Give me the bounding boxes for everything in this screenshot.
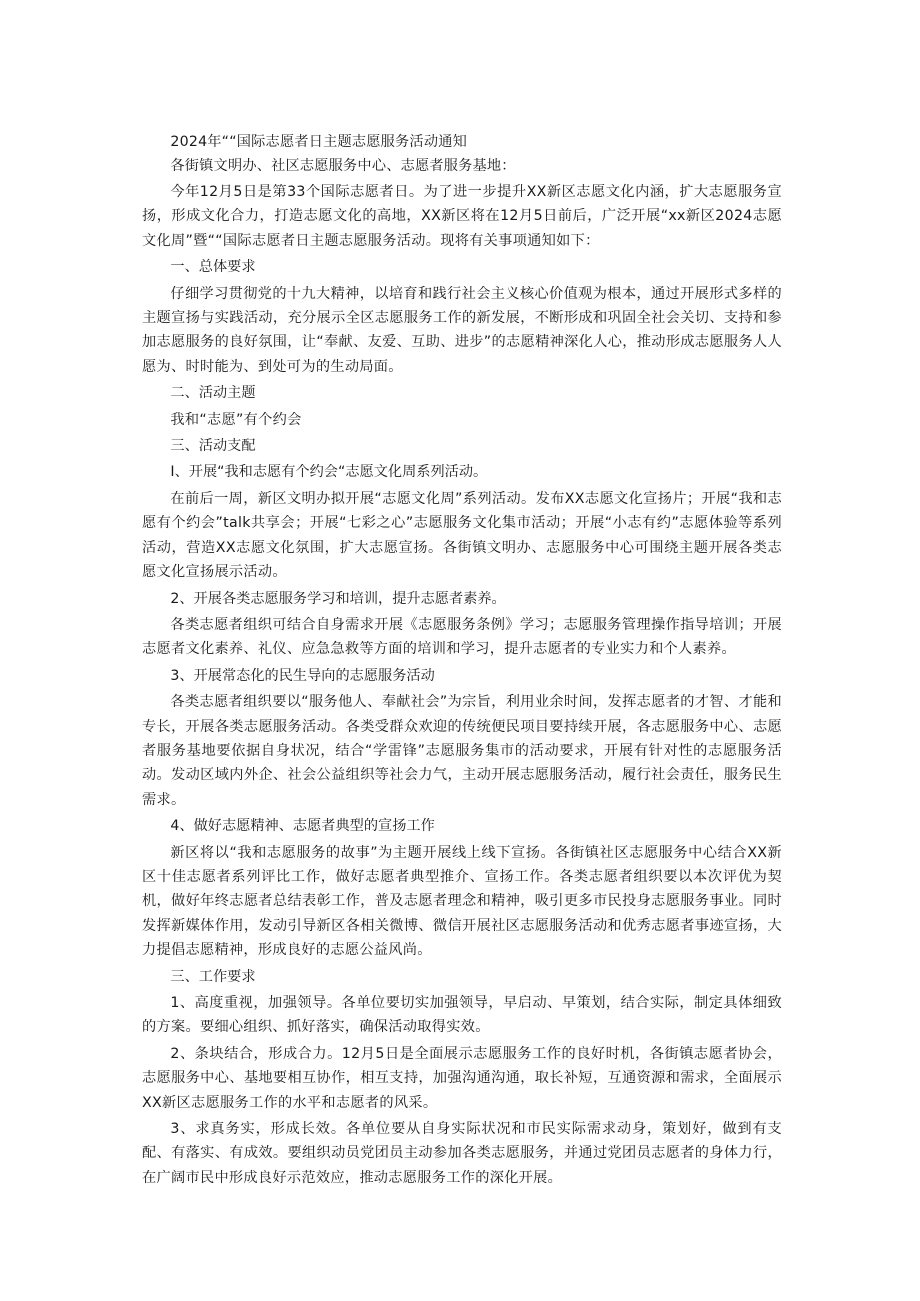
section-heading-arrangement: 三、活动支配 [170, 438, 256, 455]
requirement-text-2: 2、条块结合，形成合力。12月5日是全面展示志愿服务工作的良好时机，各街镇志愿者协会，志愿服务中心、基地要相互协作，相互支持，加强沟通沟通，取长补短，互通资源和需求，全面展示XX新区志愿服务工作的水平和志愿者的风采。 [142, 1045, 782, 1111]
item-text-4: 新区将以“我和志愿服务的故事”为主题开展线上线下宣扬。各街镇社区志愿服务中心结合XX新区十佳志愿者系列评比工作，做好志愿者典型推介、宣扬工作。各类志愿者组织要以本次评优为契机，做好年终志愿者总结表彰工作，普及志愿者理念和精神，吸引更多市民投身志愿服务事业。同时发挥新媒体作用，发动引导新区各相关微博、微信开展社区志愿服务活动和优秀志愿者事迹宣扬，大力提倡志愿精神，形成良好的志愿公益风尚。 [142, 844, 782, 959]
section-text-theme: 我和“志愿”有个约会 [170, 411, 302, 428]
section-heading-theme: 二、活动主题 [170, 385, 256, 402]
section-text-general: 仔细学习贯彻党的十九大精神，以培育和践行社会主义核心价值观为根本，通过开展形式多样的主题宣扬与实践活动，充分展示全区志愿服务工作的新发展，不断形成和巩固全社会关切、支持和参加志愿服务的良好氛围，让“奉献、友爱、互助、进步”的志愿精神深化人心，推动形成志愿服务人人愿为、时时能为、到处可为的生动局面。 [142, 285, 782, 375]
item-heading-4: 4、做好志愿精神、志愿者典型的宣扬工作 [170, 818, 435, 835]
item-heading-2: 2、开展各类志愿服务学习和培训，提升志愿者素养。 [170, 590, 506, 607]
greeting: 各街镇文明办、社区志愿服务中心、志愿者服务基地： [170, 158, 516, 174]
item-text-3: 各类志愿者组织要以“服务他人、奉献社会”为宗旨，利用业余时间，发挥志愿者的才智、才能和专长，开展各类志愿服务活动。各类受群众欢迎的传统便民项目要持续开展，各志愿服务中心、志愿者服务基地要依据自身状况，结合“学雷锋”志愿服务集市的活动要求，开展有针对性的志愿服务活动。发动区域内外企、社会公益组织等社会力气，主动开展志愿服务活动，履行社会责任，服务民生需求。 [142, 694, 782, 808]
item-text-2: 各类志愿者组织可结合自身需求开展《志愿服务条例》学习；志愿服务管理操作指导培训；开展志愿者文化素养、礼仪、应急急救等方面的培训和学习，提升志愿者的专业实力和个人素养。 [142, 616, 782, 658]
item-heading-3: 3、开展常态化的民生导向的志愿服务活动 [170, 667, 435, 684]
item-text-1: 在前后一周，新区文明办拟开展“志愿文化周”系列活动。发布XX志愿文化宣扬片；开展“我和志愿有个约会”talk共享会；开展“七彩之心”志愿服务文化集市活动；开展“小志有约”志愿体验等系列活动，营造XX志愿文化氛围，扩大志愿宣扬。各街镇文明办、志愿服务中心可围绕主题开展各类志愿文化宣扬展示活动。 [142, 490, 782, 581]
intro-paragraph: 今年12月5日是第33个国际志愿者日。为了进一步提升XX新区志愿文化内涵，扩大志愿服务宣扬，形成文化合力，打造志愿文化的高地，XX新区将在12月5日前后，广泛开展“xx新区2024志愿文化周”暨““国际志愿者日主题志愿服务活动。现将有关事项通知如下： [142, 184, 782, 249]
requirement-text-3: 3、求真务实，形成长效。各单位要从自身实际状况和市民实际需求动身，策划好，做到有支配、有落实、有成效。要组织动员党团员主动参加各类志愿服务，并通过党团员志愿者的身体力行，在广阔市民中形成良好示范效应，推动志愿服务工作的深化开展。 [142, 1121, 782, 1186]
section-heading-general: 一、总体要求 [170, 259, 256, 276]
notice-document [142, 131, 782, 1192]
document-title: 2024年““国际志愿者日主题志愿服务活动通知 [170, 134, 467, 150]
section-heading-requirements: 三、工作要求 [170, 968, 256, 985]
requirement-text-1: 1、高度重视，加强领导。各单位要切实加强领导，早启动、早策划，结合实际，制定具体细致的方案。要细心组织、抓好落实，确保活动取得实效。 [142, 995, 782, 1036]
item-heading-1: I、开展“我和志愿有个约会“志愿文化周系列活动。 [170, 464, 488, 481]
